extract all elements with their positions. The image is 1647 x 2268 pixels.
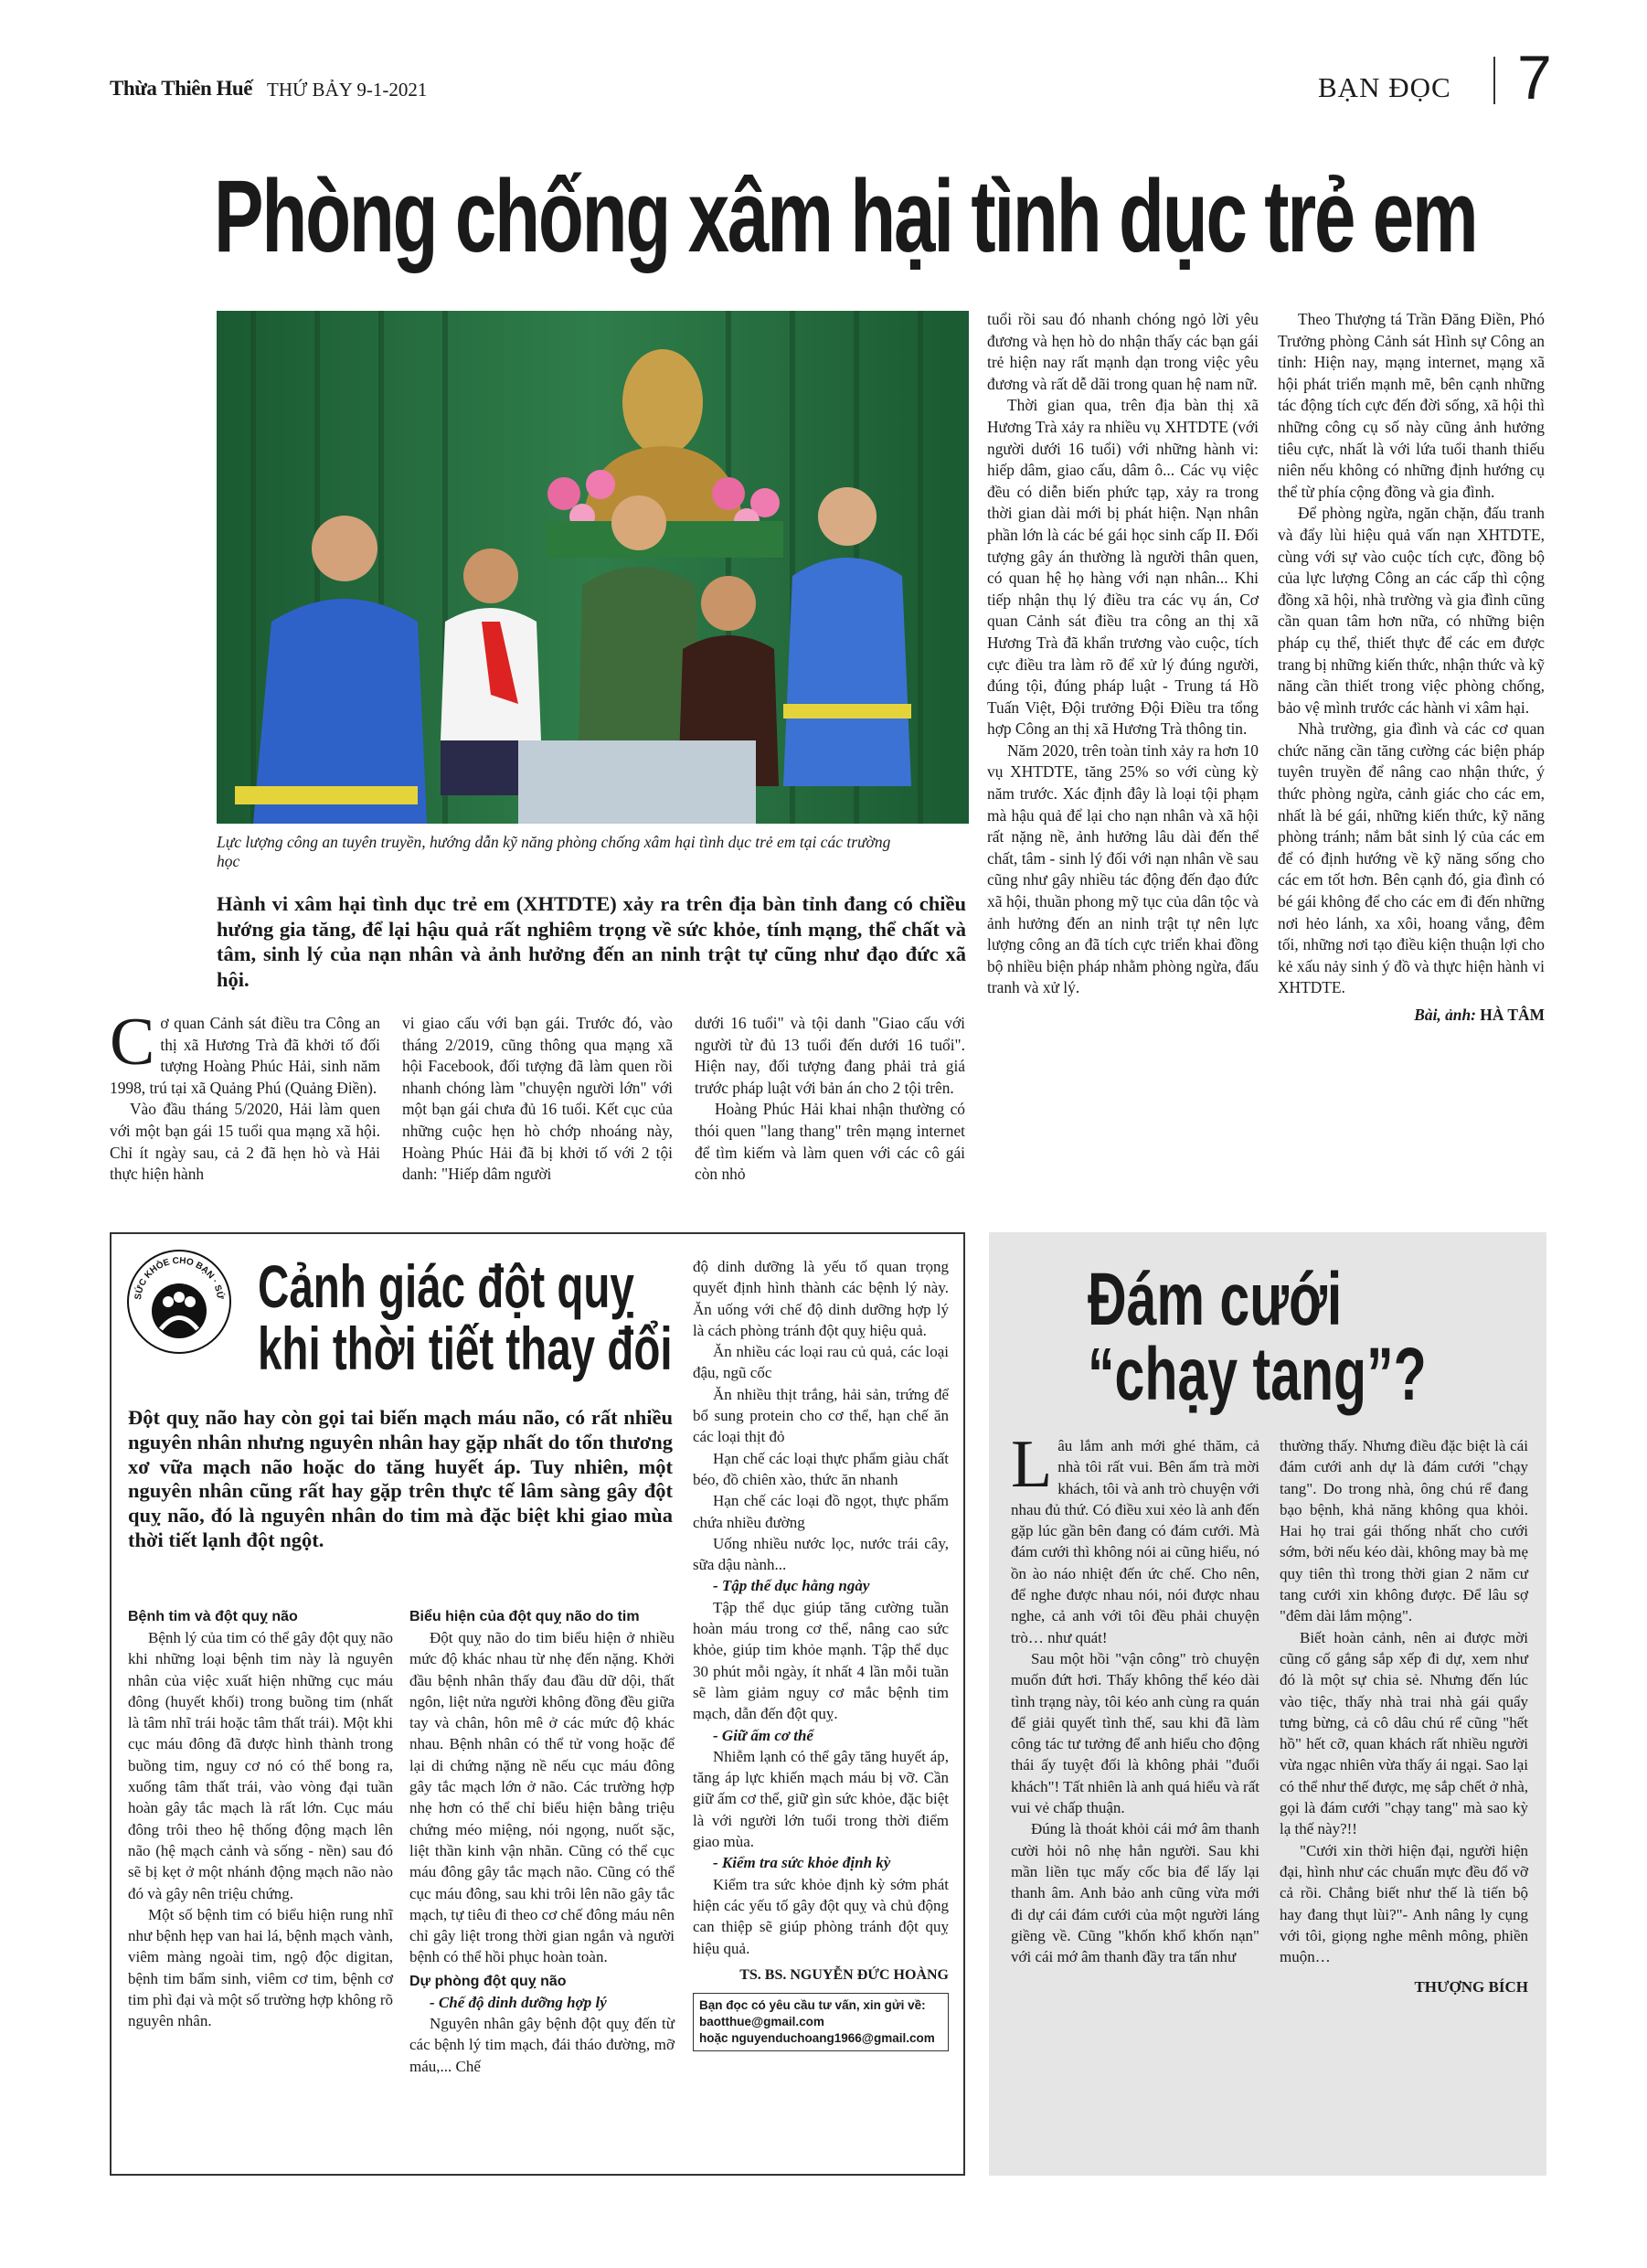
article-photo: [217, 311, 969, 824]
header-divider: [1493, 57, 1495, 104]
main-column-3: [695, 1013, 965, 1186]
paragraph: Đúng là thoát khỏi cái mớ âm thanh cười hỏi nô nhẹ hẳn người. Sau khi mần liền tục mấy cốc bia để lấy lại thanh âm. Anh bảo anh cũng vừa mới đi dự cái đám cưới của một người láng giềng về. Cũng "khốn khổ khốn nạn" với cái mớ âm thanh đầy tra tấn như: [1011, 1820, 1259, 1966]
subheading: Dự phòng đột quỵ não: [409, 1973, 567, 1989]
stroke-column-3: [693, 1256, 949, 2051]
dropcap-l: L: [1011, 1427, 1053, 1502]
subheading: Biểu hiện của đột quỵ não do tim: [409, 1609, 640, 1624]
paragraph: Tập thể dục giúp tăng cường tuần hoàn máu trong cơ thể, nâng cao sức khỏe, giúp tim khỏe mạnh. Tập thể dục 30 phút mỗi ngày, ít nhất 4 lần mỗi tuần sẽ làm giảm nguy cơ mắc bệnh tim mạch, dẫn đến đột quỵ.: [693, 1598, 949, 1723]
byline-name: HÀ TÂM: [1480, 1006, 1545, 1024]
paragraph: Thời gian qua, trên địa bàn thị xã Hương Trà xảy ra nhiều vụ XHTDTE (với người dưới 16 tuổi) với những hành vi: hiếp dâm, giao cấu, dâm ô... Các vụ việc đều có diễn biến phức tạp, xảy ra trong thời gian dài mới bị phát hiện. Nạn nhân phần lớn là các bé gái học sinh cấp II. Đối tượng gây án thường là người thân quen, có quan hệ họ hàng với nạn nhân... Khi tiếp nhận thụ lý điều tra các vụ án, Cơ quan Cảnh sát điều tra công an thị xã Hương Trà đã khẩn trương vào cuộc, tích cực điều tra làm rõ để xử lý đúng người, đúng tội, đúng pháp luật - Trung tá Hồ Tuấn Việt, Đội trưởng Đội Điều tra tổng hợp Công an thị xã Hương Trà thông tin.: [987, 396, 1259, 739]
paragraph: Ăn nhiều các loại rau củ quả, các loại đậu, ngũ cốc: [693, 1343, 949, 1382]
paragraph: Nguyên nhân gây bệnh đột quỵ đến từ các bệnh lý tim mạch, đái tháo đường, mỡ máu,... Chế: [409, 2015, 675, 2075]
photo-illustration: [217, 311, 969, 824]
page-number: 7: [1517, 43, 1552, 112]
paragraph: Ăn nhiều thịt trắng, hải sản, trứng để bổ sung protein cho cơ thể, hạn chế ăn các loại thịt đỏ: [693, 1385, 949, 1446]
wedding-author: THƯỢNG BÍCH: [1414, 1978, 1528, 1996]
byline-label: Bài, ảnh:: [1414, 1006, 1476, 1024]
photo-caption: Lực lượng công an tuyên truyền, hướng dẫn kỹ năng phòng chống xâm hại tình dục trẻ em tại các trường học: [217, 833, 891, 870]
logo-text: SỨC KHỎE CHO BẠN · SỨ: [133, 1255, 226, 1301]
paragraph: âu lắm anh mới ghé thăm, cả nhà tôi rất vui. Bên ấm trà mời khách, tôi và anh trò chuyện với nhau đủ thứ. Có điều xui xẻo là anh đến gặp lúc gần bên đang có đám cưới. Mà đám cưới thì không nói ai cũng hiểu, nó ồn ào náo nhiệt đến ức chế. Cho nên, để nghe được nhau nói, nói được nhau nghe, cả anh với tôi đều phải chuyện trò… như quát!: [1011, 1437, 1259, 1646]
paragraph: Sau một hồi "vận công" trò chuyện muốn đứt hơi. Thấy không thể kéo dài tình trạng này, tôi kéo anh cùng ra quán để giải quyết tình thế, sau khi đã làm công tác tư tưởng để anh hiểu cho động thái ấy tuyệt đối là không phải "đuổi khách"! Tất nhiên là anh quá hiểu và rất vui vẻ chấp thuận.: [1011, 1649, 1259, 1817]
paragraph: Vào đầu tháng 5/2020, Hải làm quen với một bạn gái 15 tuổi qua mạng xã hội. Chỉ ít ngày sau, cả 2 đã hẹn hò và Hải thực hiện hành: [110, 1100, 380, 1184]
paragraph: Theo Thượng tá Trần Đăng Điền, Phó Trưởng phòng Cảnh sát Hình sự Công an tỉnh: Hiện nay, mạng internet, mạng xã hội phát triển mạnh mẽ, bên cạnh những tác động tích cực đến đời sống, xã hội thì những công cụ số này cũng ảnh hưởng tiêu cực, nhất là với lứa tuổi thanh thiếu niên nếu không có những định hướng cụ thể từ phía cộng đồng và gia đình.: [1278, 310, 1545, 501]
issue-date: THỨ BẢY 9-1-2021: [267, 79, 428, 101]
health-column-logo: [124, 1247, 234, 1357]
contact-email-link[interactable]: hoặc nguyenduchoang1966@gmail.com: [699, 2031, 935, 2046]
main-article-lead: Hành vi xâm hại tình dục trẻ em (XHTDTE) xảy ra trên địa bàn tỉnh đang có chiều hướng gia tăng, để lại hậu quả rất nghiêm trọng về sức khỏe, tính mạng, thể chất và tâm, sinh lý của nạn nhân và ảnh hưởng đến an ninh trật tự cũng như đạo đức xã hội.: [217, 892, 966, 991]
paragraph: Biết hoàn cảnh, nên ai được mời cũng cố gắng sắp xếp đi dự, xem như đó là một sự chia sẻ. Nhưng đến lúc vào tiệc, thấy nhà trai nhà gái quẩy tưng bừng, cả cô dâu chú rể cũng "hết hồ" hết cỡ, quan khách rất nhiều người vừa ngạc nhiên vừa thấy ái ngại. Sao lại có thể như thế được, mẹ sắp chết ở nhà, gọi là đám cưới "chạy tang" mà sao kỳ lạ thế này?!!: [1280, 1628, 1528, 1838]
paragraph: Hạn chế các loại đồ ngọt, thực phẩm chứa nhiều đường: [693, 1492, 949, 1531]
paragraph: Bệnh lý của tim có thể gây đột quỵ não khi những loại bệnh tim này là nguyên nhân của việc xuất hiện những cục máu đông (huyết khối) trong buồng tim (nhất là tâm nhĩ trái hoặc tâm thất trái). Một khi cục máu đông đã được hình thành trong buồng tim, nguy cơ nó có thể bong ra, xuống tâm thất trái, vào vòng đại tuần hoàn gây tắc mạch là rất lớn. Cục máu đông trôi theo hệ thống động mạch lên não (hệ mạch cảnh và sống - nền) sau đó sẽ bị kẹt ở một nhánh động mạch não nào đó và gây nên triệu chứng.: [128, 1629, 393, 1902]
paragraph: Một số bệnh tim có biểu hiện rung nhĩ như bệnh hẹp van hai lá, bệnh mạch vành, viêm màng ngoài tim, ngộ độc digitan, bệnh tim bẩm sinh, viêm cơ tim, bệnh cơ tim phì đại và một số trường hợp không rõ nguyên nhân.: [128, 1905, 393, 2030]
dropcap-c: C: [110, 1005, 155, 1080]
paragraph: Đột quỵ não do tim biểu hiện ở nhiều mức độ khác nhau từ nhẹ đến nặng. Khởi đầu bệnh nhân thấy đau đầu dữ dội, thất ngôn, liệt nửa người không đồng đều giữa tay và chân, hôn mê ở các mức độ khác nhau. Bệnh nhân có thể tử vong hoặc để lại di chứng nặng nề nếu cục máu đông gây tắc mạch lớn ở não. Các trường hợp nhẹ hơn có thể chỉ biểu hiện bằng triệu chứng méo miệng, nói ngọng, nuốt sặc, liệt thần kinh vận nhãn. Cũng có thể cục máu đông gây tắc mạch não. Cũng có thể cục máu đông, sau khi trôi lên não gây tắc mạch, tự tiêu đi theo cơ chế đông máu nên chỉ gây liệt trong thời gian ngắn và người bệnh có thể hồi phục hoàn toàn.: [409, 1629, 675, 1966]
paragraph: Hoàng Phúc Hải khai nhận thường có thói quen "lang thang" trên mạng internet để tìm kiếm và làm quen với các cô gái còn nhỏ: [695, 1100, 965, 1184]
main-column-4: [987, 309, 1259, 999]
paragraph: Năm 2020, trên toàn tỉnh xảy ra hơn 10 vụ XHTDTE, tăng 25% so với cùng kỳ năm trước. Xác định đây là loại tội phạm mà hậu quả để lại cho nạn nhân và xã hội rất nặng nề, ảnh hưởng lâu dài đến thể chất, tâm - sinh lý đối với nạn nhân về sau cũng như gây nhiều tác động đến đạo đức xã hội, thuần phong mỹ tục của dân tộc và ảnh hưởng đến an ninh trật tự nên lực lượng công an đã tích cực triển khai đồng bộ nhiều biện pháp nhằm phòng ngừa, đấu tranh và xử lý.: [987, 740, 1259, 997]
contact-text: Bạn đọc có yêu cầu tư vấn, xin gửi về:: [699, 1998, 926, 2013]
stroke-column-2: [409, 1607, 675, 2077]
paragraph: vi giao cấu với bạn gái. Trước đó, vào tháng 2/2019, cũng thông qua mạng xã hội Facebook, đối tượng đã làm quen rồi nhanh chóng làm "chuyện người lớn" với một bạn gái chưa đủ 16 tuổi. Kết cục của những cuộc hẹn hò chớp nhoáng này, Hoàng Phúc Hải đã bị khởi tố với 2 tội danh: "Hiếp dâm người: [402, 1014, 673, 1184]
contact-email-link[interactable]: baotthue@gmail.com: [699, 2015, 824, 2029]
stroke-title-line1: Cảnh giác đột quỵ: [258, 1252, 634, 1320]
health-logo-icon: [124, 1247, 234, 1357]
paragraph: thường thấy. Nhưng điều đặc biệt là cái đám cưới anh dự là đám cưới "chạy tang". Do trong nhà, ông chú rể đang bạo bệnh, khả năng không qua khỏi. Hai họ trai gái thống nhất cho cưới sớm, bởi nếu kéo dài, không may bà mẹ quy tiên thì trong thời gian 2 năm cư tang cưới xin không được. Để lâu sợ "đêm dài lắm mộng".: [1280, 1437, 1528, 1625]
paragraph: "Cưới xin thời hiện đại, người hiện đại, hình như các chuẩn mực đều đổ vỡ cả rồi. Chẳng biết như thế là tiến bộ hay đang thụt lùi?"- Anh nâng ly cụng với tôi, giọng nghe mênh mông, phiền muộn…: [1280, 1841, 1528, 1966]
subheading: - Kiểm tra sức khỏe định kỳ: [713, 1854, 891, 1872]
main-article-title: Phòng chống xâm hại tình dục trẻ em: [214, 159, 1477, 273]
paragraph: Để phòng ngừa, ngăn chặn, đấu tranh và đẩy lùi hiệu quả vấn nạn XHTDTE, cùng với sự vào cuộc tích cực, đồng bộ của lực lượng Công an các cấp thì cộng đồng xã hội, nhà trường và gia đình cũng cần quan tâm hơn nữa, có những biện pháp cụ thể, thiết thực để các em được trang bị những kiến thức, nhận thức và kỹ năng cần thiết trong việc phòng chống, bảo vệ mình trước các hành vi xâm hại.: [1278, 504, 1545, 717]
stroke-author: TS. BS. NGUYỄN ĐỨC HOÀNG: [739, 1966, 949, 1983]
main-column-2: [402, 1013, 673, 1186]
paragraph: tuổi rồi sau đó nhanh chóng ngỏ lời yêu đương và hẹn hò do nhận thấy các bạn gái trẻ hiện nay rất mạnh dạn trong việc yêu đương và rất dễ dãi trong quan hệ nam nữ.: [987, 310, 1259, 393]
paragraph: Hạn chế các loại thực phẩm giàu chất béo, đồ chiên xào, thức ăn nhanh: [693, 1449, 949, 1488]
subheading: Bệnh tim và đột quỵ não: [128, 1609, 298, 1624]
stroke-title-line2: khi thời tiết thay đổi: [258, 1315, 673, 1382]
stroke-column-1: [128, 1607, 393, 2032]
byline: [1278, 1005, 1545, 1027]
wedding-title-line2: “chạy tang”?: [1088, 1333, 1427, 1416]
main-column-1: [110, 1005, 380, 1186]
contact-box: [693, 1993, 949, 2051]
paragraph: Kiểm tra sức khỏe định kỳ sớm phát hiện các yếu tố gây đột quỵ và chủ động can thiệp sẽ giúp phòng tránh đột quỵ hiệu quả.: [693, 1875, 949, 1957]
paragraph: dưới 16 tuổi" và tội danh "Giao cấu với người từ đủ 13 tuổi đến dưới 16 tuổi". Hiện nay, đối tượng đang phải trả giá trước pháp luật với bản án cho 2 tội trên.: [695, 1014, 965, 1097]
paragraph: Nhiễm lạnh có thể gây tăng huyết áp, tăng áp lực khiến mạch máu bị vỡ. Cần giữ ấm cơ thể, giữ gìn sức khỏe, đặc biệt là với người lớn tuổi trong thời điểm giao mùa.: [693, 1747, 949, 1851]
wedding-title-line1: Đám cưới: [1088, 1258, 1343, 1341]
paragraph: Nhà trường, gia đình và các cơ quan chức năng cần tăng cường các biện pháp tuyên truyền để nâng cao nhận thức, ý thức phòng ngừa, cảnh giác cho các em, nhất là bé gái, những kiến thức, kỹ năng phòng tránh; nắm bắt sinh lý của các em để có định hướng về kỹ năng sống cho các em tốt hơn. Bên cạnh đó, gia đình có bé gái không để cho các em đi đến những nơi hẻo lánh, xa xôi, hoang vắng, đêm tối, những nơi tạo điều kiện thuận lợi cho kẻ xấu nảy sinh ý đồ và thực hiện hành vi XHTDTE.: [1278, 719, 1545, 997]
wedding-column-1: [1011, 1427, 1259, 1967]
masthead-paper-name: Thừa Thiên Huế: [110, 77, 252, 100]
paragraph: độ dinh dưỡng là yếu tố quan trọng quyết định hình thành các bệnh lý này. Ăn uống với chế độ dinh dưỡng hợp lý là cách phòng tránh đột quỵ hiệu quả.: [693, 1258, 949, 1339]
stroke-article-lead: Đột quỵ não hay còn gọi tai biến mạch máu não, có rất nhiều nguyên nhân nhưng nguyên nhân hay gặp nhất do tổn thương xơ vữa mạch não hoặc do tăng huyết áp. Tuy nhiên, một nguyên nhân cũng rất hay gặp trên thực tế lâm sàng gây đột quỵ não, đó là nguyên nhân do tim mà đặc biệt khi giao mùa thời tiết lạnh đột ngột.: [128, 1406, 673, 1551]
subheading: - Chế độ dinh dưỡng hợp lý: [430, 1993, 607, 2011]
paragraph: ơ quan Cảnh sát điều tra Công an thị xã Hương Trà đã khởi tố đối tượng Hoàng Phúc Hải, sinh năm 1998, trú tại xã Quảng Phú (Quảng Điền).: [110, 1014, 380, 1097]
paragraph: Uống nhiều nước lọc, nước trái cây, sữa dậu nành...: [693, 1534, 949, 1574]
subheading: - Giữ ấm cơ thể: [713, 1726, 813, 1744]
subheading: - Tập thể dục hằng ngày: [713, 1577, 870, 1595]
wedding-column-2: [1280, 1435, 1528, 1998]
main-column-5: [1278, 309, 1545, 1027]
section-name: BẠN ĐỌC: [1318, 71, 1451, 103]
